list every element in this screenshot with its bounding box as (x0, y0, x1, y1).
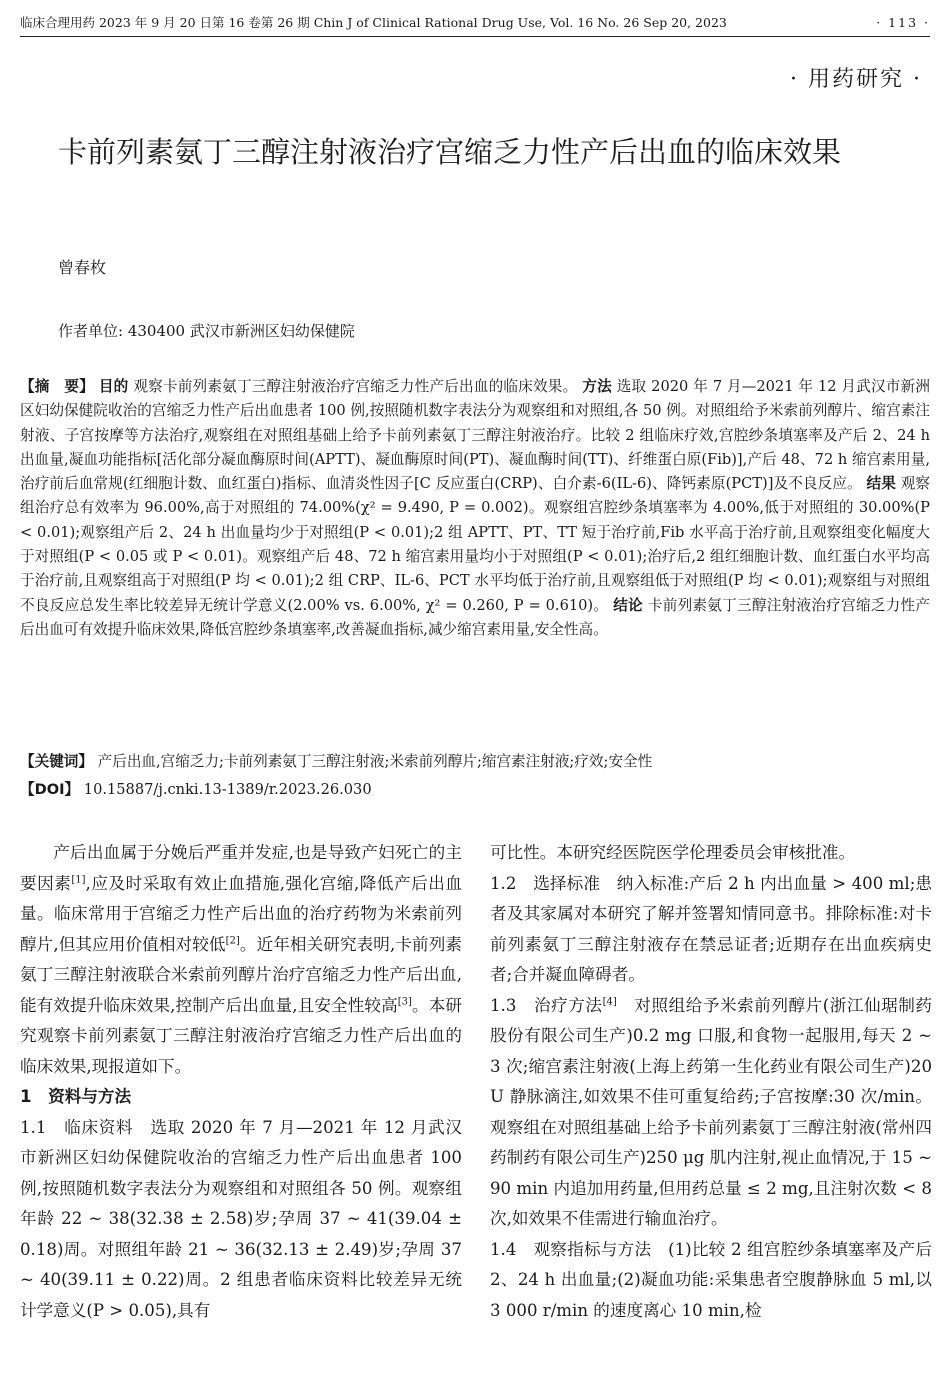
intro-text-3: 。近年相关研究表明,卡前列素氨丁三醇注射液联合米索前列醇片治疗宫缩乏力性产后出血,能有效提升临床效果,控制产后出血量,且安全性较高 (20, 934, 462, 1015)
citation-1: [1] (71, 873, 86, 885)
intro-text-4: 。本研究观察卡前列素氨丁三醇注射液治疗宫缩乏力性产后出血的临床效果,现报道如下。 (20, 995, 462, 1076)
body-column-right (490, 838, 932, 1326)
abstract (20, 375, 930, 642)
abstract-result-label: 结果 (866, 475, 896, 493)
section-1-4: 1.4 观察指标与方法 (1)比较 2 组宫腔纱条填塞率及产后 2、24 h 出血量;(2)凝血功能:采集患者空腹静脉血 5 ml,以 3 000 r/min 的速度离心 10 min,检 (490, 1239, 932, 1320)
section-heading-1: 1 资料与方法 (20, 1087, 132, 1106)
author-affiliation: 作者单位: 430400 武汉市新洲区妇幼保健院 (58, 322, 355, 340)
journal-citation: 临床合理用药 2023 年 9 月 20 日第 16 卷第 26 期 Chin J of Clinical Rational Drug Use, Vol. 16 No. 26 Sep 20, 2023 (20, 15, 727, 30)
keywords-text: 产后出血,宫缩乏力;卡前列素氨丁三醇注射液;米索前列醇片;缩宫素注射液;疗效;安全性 (97, 753, 653, 770)
abstract-conclusion-label: 结论 (613, 596, 643, 614)
column-label: · 用药研究 · (790, 67, 922, 92)
paper-title: 卡前列素氨丁三醇注射液治疗宫缩乏力性产后出血的临床效果 (58, 135, 842, 169)
section-1-3 (490, 991, 932, 1235)
section-1-1-continued: 可比性。本研究经医院医学伦理委员会审核批准。 (490, 843, 856, 862)
doi (20, 778, 930, 802)
section-1-1: 1.1 临床资料 选取 2020 年 7 月—2021 年 12 月武汉市新洲区妇幼保健院收治的宫缩乏力性产后出血患者 100 例,按照随机数字表法分为观察组和对照组各 50 例。观察组年龄 22 ~ 38(32.38 ± 2.58)岁;孕周 37 ~ 41(39.04 ± 0.18)周。对照组年龄 21 ~ 36(32.13 ± 2.49)岁;孕周 37 ~ 40(39.11 ± 0.22)周。2 组患者临床资料比较差异无统计学意义(P > 0.05),具有 (20, 1117, 462, 1320)
abstract-aim-label: 目的 (98, 378, 129, 395)
intro-paragraph (20, 838, 462, 1082)
abstract-result: 观察组治疗总有效率为 96.00%,高于对照组的 74.00%(χ² = 9.490, P = 0.002)。观察组宫腔纱条填塞率为 4.00%,低于对照组的 30.00%(P < 0.01);观察组产后 2、24 h 出血量均少于对照组(P < 0.01);2 组 APTT、PT、TT 短于治疗前,Fib 水平高于治疗前,且观察组变化幅度大于对照组(P < 0.05 或 P < 0.01)。观察组产后 48、72 h 缩宫素用量均小于对照组(P < 0.01);治疗后,2 组红细胞计数、血红蛋白水平均高于治疗前,且观察组高于对照组(P 均 < 0.01);2 组 CRP、IL-6、PCT 水平均低于治疗前,且观察组低于对照组(P 均 < 0.01);观察组与对照组不良反应总发生率比较差异无统计学意义(2.00% vs. 6.00%, χ² = 0.260, P = 0.610)。 (20, 475, 931, 614)
citation-2: [2] (225, 934, 240, 946)
citation-3: [3] (397, 995, 412, 1007)
section-1-3-text: 对照组给予米索前列醇片(浙江仙琚制药股份有限公司生产)0.2 mg 口服,和食物一起服用,每天 2 ~ 3 次;缩宫素注射液(上海上药第一生化药业有限公司生产)20 U 静脉滴注,如效果不佳可重复给药;子宫按摩:30 次/min。观察组在对照组基础上给予卡前列素氨丁三醇注射液(常州四药制药有限公司生产)250 μg 肌内注射,视止血情况,于 15 ~ 90 min 内追加用药量,但用药总量 ≤ 2 mg,且注射次数 < 8 次,如效果不佳需进行输血治疗。 (490, 995, 933, 1228)
abstract-conclusion: 卡前列素氨丁三醇注射液治疗宫缩乏力性产后出血可有效提升临床效果,降低宫腔纱条填塞率,改善凝血指标,减少缩宫素用量,安全性高。 (20, 596, 930, 638)
abstract-method: 选取 2020 年 7 月—2021 年 12 月武汉市新洲区妇幼保健院收治的宫缩乏力性产后出血患者 100 例,按照随机数字表法分为观察组和对照组,各 50 例。对照组给予米索前列醇片、缩宫素注射液、子宫按摩等方法治疗,观察组在对照组基础上给予卡前列素氨丁三醇注射液治疗。比较 2 组临床疗效,宫腔纱条填塞率及产后 2、24 h 出血量,凝血功能指标[活化部分凝血酶原时间(APTT)、凝血酶原时间(PT)、凝血酶时间(TT)、纤维蛋白原(Fib)],产后 48、72 h 缩宫素用量,治疗前后血常规(红细胞计数、血红蛋白)指标、血清炎性因子[C 反应蛋白(CRP)、白介素-6(IL-6)、降钙素原(PCT)]及不良反应。 (20, 378, 931, 493)
citation-4: [4] (602, 995, 617, 1007)
page-number: · 113 · (876, 15, 930, 30)
section-1-2: 1.2 选择标准 纳入标准:产后 2 h 内出血量 > 400 ml;患者及其家属对本研究了解并签署知情同意书。排除标准:对卡前列素氨丁三醇注射液存在禁忌证者;近期存在出血疾病史者;合并凝血障碍者。 (490, 873, 932, 984)
keywords (20, 750, 930, 774)
running-header (20, 14, 930, 37)
section-1-3-heading: 1.3 治疗方法 (490, 995, 603, 1015)
doi-text: 10.15887/j.cnki.13-1389/r.2023.26.030 (83, 781, 372, 798)
keywords-label: 【关键词】 (20, 753, 93, 770)
intro-text-2: ,应及时采取有效止血措施,强化宫缩,降低产后出血量。临床常用于宫缩乏力性产后出血的治疗药物为米索前列醇片,但其应用价值相对较低 (20, 873, 463, 954)
abstract-aim: 观察卡前列素氨丁三醇注射液治疗宫缩乏力性产后出血的临床效果。 (133, 378, 578, 395)
intro-text-1: 产后出血属于分娩后严重并发症,也是导致产妇死亡的主要因素 (20, 843, 462, 893)
doi-label: 【DOI】 (20, 781, 80, 798)
body-column-left (20, 838, 462, 1326)
abstract-label: 【摘 要】 (20, 378, 95, 395)
author-name: 曾春枚 (58, 258, 107, 277)
abstract-method-label: 方法 (582, 378, 612, 395)
